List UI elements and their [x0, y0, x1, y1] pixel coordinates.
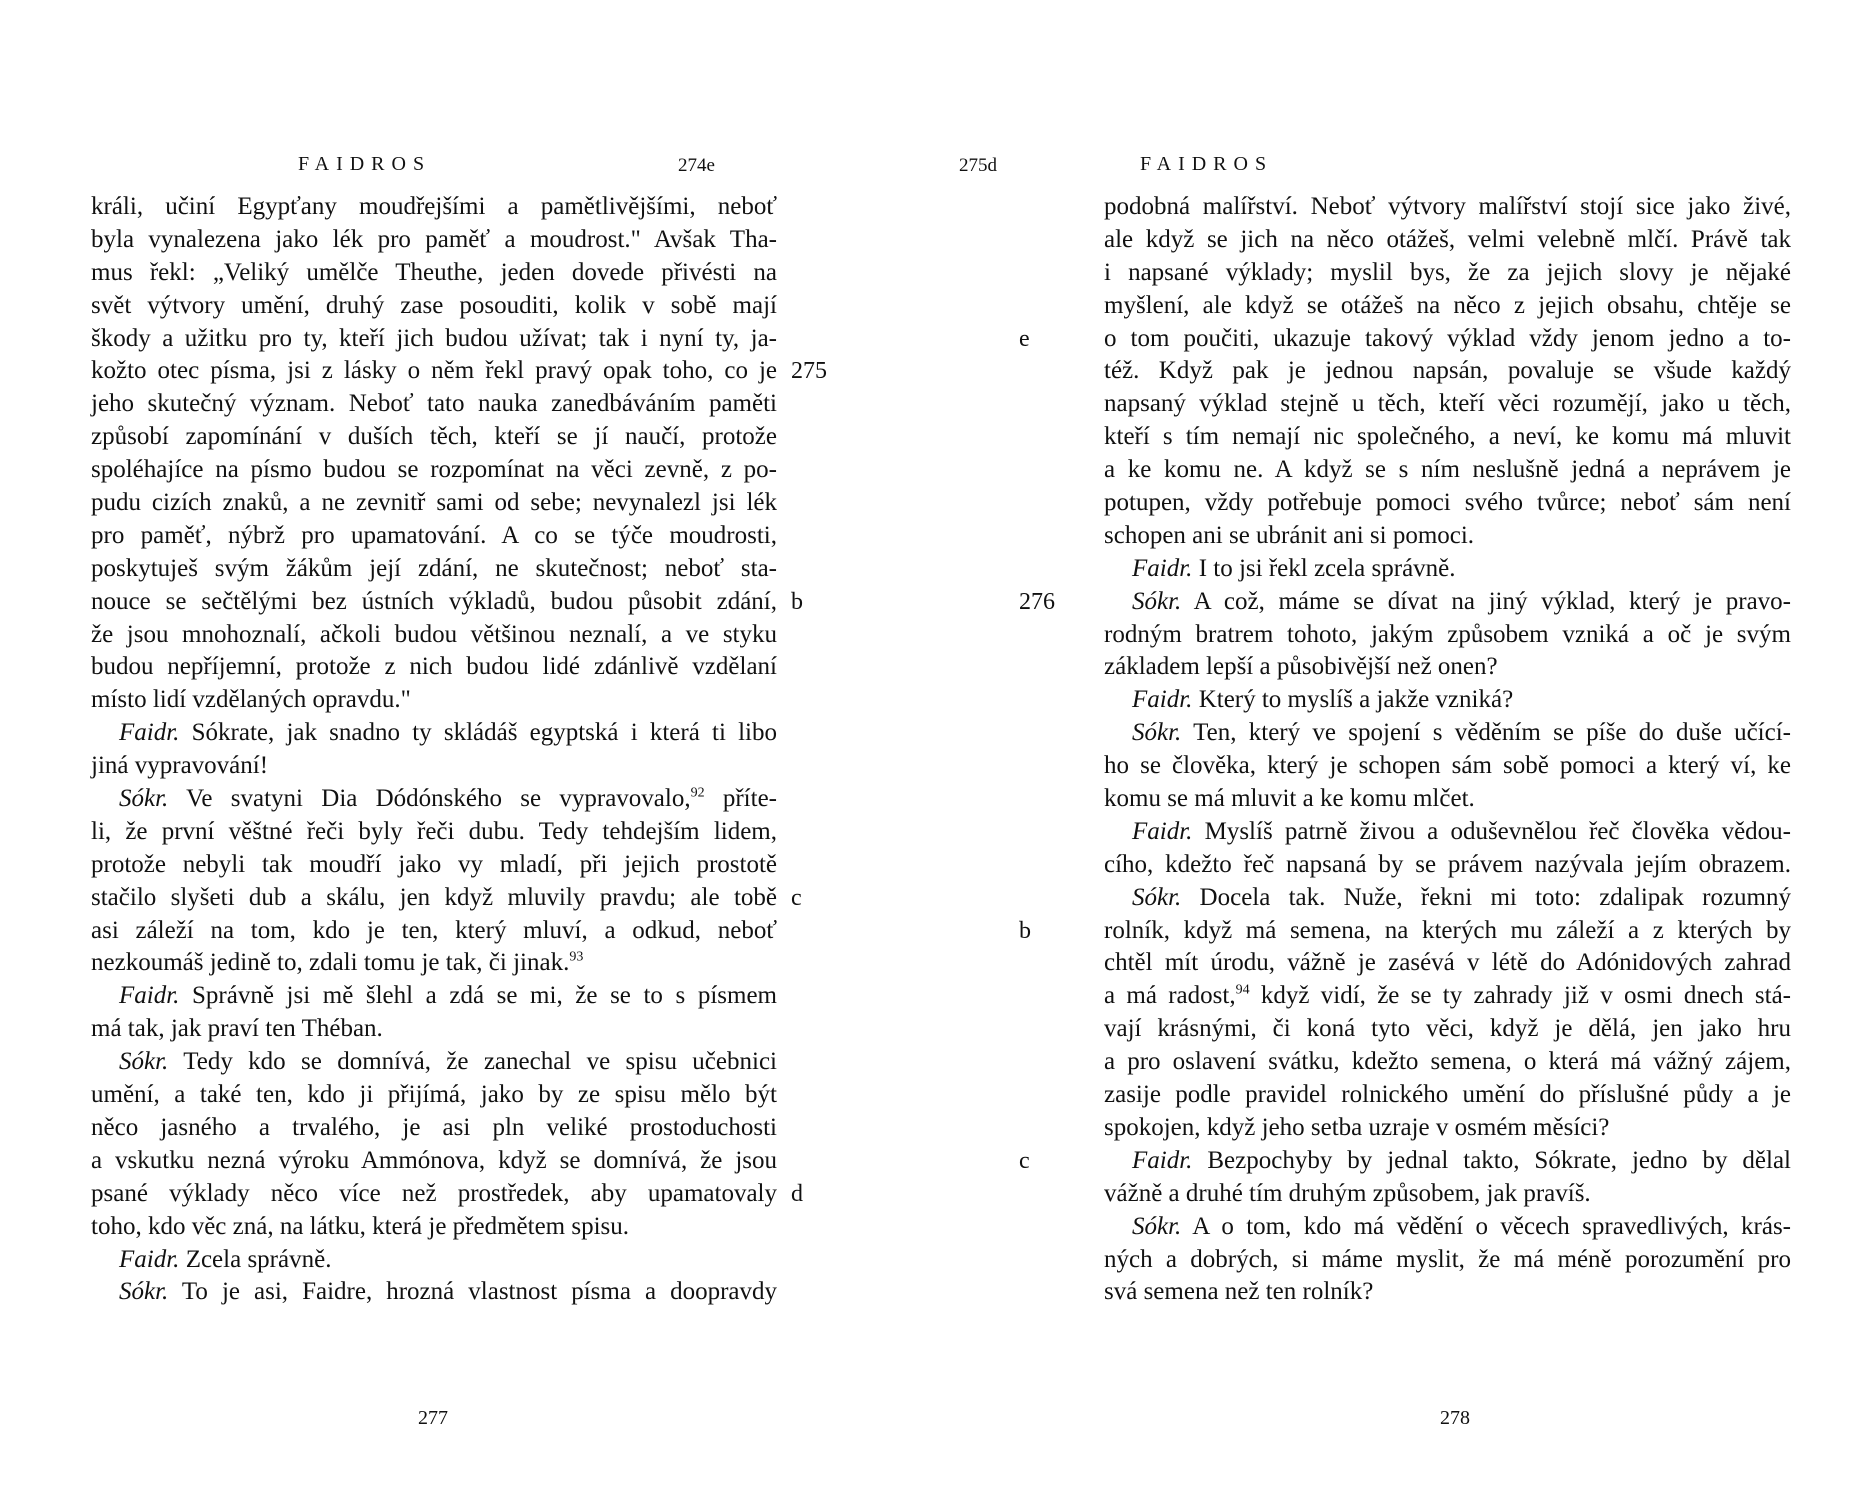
line-text: o tom poučiti, ukazuje takový výklad vždy jenom jedno a to- [1104, 324, 1791, 352]
line-text: i napsané výklady; myslil bys, že za jejich slovy je nějaké [1104, 258, 1791, 286]
text-line [91, 355, 827, 388]
line-text: A o tom, kdo má vědění o věcech spravedlivých, krás- [1181, 1212, 1791, 1240]
line-text: Tedy kdo se domnívá, že zanechal ve spisu učebnici [168, 1048, 777, 1076]
text-line [91, 1112, 777, 1145]
text-line [91, 520, 777, 553]
text-line [1104, 290, 1791, 323]
line-text: Docela tak. Nuže, řekni mi toto: zdalipak rozumný [1181, 883, 1791, 911]
line-text: zasije podle pravidel rolnického umění do příslušné půdy a je [1104, 1081, 1791, 1109]
text-line [1104, 816, 1791, 849]
text-line [91, 1013, 777, 1046]
text-line [1104, 717, 1791, 750]
line-text: spoléhajíce na písmo budou se rozpomínat na věci zevně, z po- [91, 456, 777, 484]
text-line [91, 882, 802, 915]
line-text: a ke komu ne. A když se s ním neslušně jedná a neprávem je [1104, 456, 1791, 484]
text-line [91, 651, 777, 684]
line-text: Který to myslíš a jakže vzniká? [1192, 686, 1514, 714]
text-line [1104, 1046, 1791, 1079]
text-line [91, 684, 777, 717]
line-text: mus řekl: „Veliký umělče Theuthe, jeden dovede přivésti na [91, 258, 777, 286]
text-block [1019, 191, 1792, 1309]
line-text: vají krásnými, či koná tyto věci, když je dělá, jen jako hru [1104, 1015, 1791, 1043]
stephanus-margin-mark: d [791, 1180, 803, 1207]
text-line [91, 816, 777, 849]
text-line [1104, 684, 1791, 717]
text-line [1104, 388, 1791, 421]
line-text: budou nepříjemní, protože z nich budou lidé zdánlivě vzdělaní [91, 653, 777, 681]
text-line [91, 553, 777, 586]
line-text: To je asi, Faidre, hrozná vlastnost písma a doopravdy [168, 1278, 777, 1306]
text-line [1104, 1244, 1791, 1277]
line-text: též. Když pak je jednou napsán, povaluje se všude každý [1104, 357, 1791, 385]
text-line [1104, 224, 1791, 257]
line-text: napsaný výklad stejně u těch, kteří věci rozumějí, jako u těch, [1104, 390, 1791, 418]
line-text: I to jsi řekl zcela správně. [1192, 554, 1456, 582]
line-text: kožto otec písma, jsi z lásky o něm řekl pravý opak toho, co je [91, 357, 777, 385]
line-text: asi záleží na tom, kdo je ten, který mluví, a odkud, neboť [91, 916, 777, 944]
line-text: spokojen, když jeho setba uzraje v osmém měsíci? [1104, 1113, 1610, 1141]
speaker-label: Sókr. [1132, 719, 1182, 747]
footnote-ref: 94 [1235, 983, 1250, 999]
line-text: že jsou mnohoznalí, ačkoli budou většinou neznalí, a ve styku [91, 620, 777, 648]
stephanus-margin-mark: b [791, 588, 803, 615]
line-text: Zcela správně. [179, 1245, 332, 1273]
text-line [91, 224, 777, 257]
stephanus-number: 274e [678, 155, 715, 176]
line-text: komu se má mluvit a ke komu mlčet. [1104, 785, 1475, 813]
text-line [91, 191, 777, 224]
text-line [91, 783, 777, 816]
text-line [1104, 1013, 1791, 1046]
text-line [91, 1145, 777, 1178]
line-text: jiná vypravování! [91, 752, 269, 780]
text-line [91, 915, 777, 948]
text-line [91, 849, 777, 882]
line-text: a vskutku nezná výroku Ammónova, když se domnívá, že jsou [91, 1146, 777, 1174]
line-text: toho, kdo věc zná, na látku, která je předmětem spisu. [91, 1212, 630, 1240]
text-line [1104, 1079, 1791, 1112]
line-text: Správně jsi mě šlehl a zdá se mi, že se to s písmem [179, 982, 777, 1010]
line-text: chtěl mít úrodu, vážně je zasévá v létě do Adónidových zahrad [1104, 949, 1791, 977]
line-text: Myslíš patrně živou a oduševnělou řeč člověka vědou- [1192, 817, 1791, 845]
line-text: cího, kdežto řeč napsaná by se právem nazývala jejím obrazem. [1104, 850, 1791, 878]
stephanus-number: 275d [959, 155, 997, 176]
line-text: vážně a druhé tím druhým způsobem, jak pravíš. [1104, 1179, 1591, 1207]
line-text: potupen, vždy potřebuje pomoci svého tvůrce; neboť sám není [1104, 489, 1791, 517]
line-text: rodným bratrem tohoto, jakým způsobem vzniká a oč je svým [1104, 620, 1791, 648]
text-line [91, 1046, 777, 1079]
line-text: Bezpochyby by jednal takto, Sókrate, jedno by dělal [1192, 1146, 1791, 1174]
stephanus-margin-mark: e [1019, 325, 1030, 352]
text-line [91, 947, 777, 980]
line-text: podobná malířství. Neboť výtvory malířství stojí sice jako živé, [1104, 193, 1791, 220]
text-line [91, 388, 777, 421]
text-line [91, 323, 777, 356]
line-text: myšlení, ale když se otážeš na něco z jejich obsahu, chtěje se [1104, 291, 1791, 319]
line-text: byla vynalezena jako lék pro paměť a moudrost." Avšak Tha- [91, 225, 777, 253]
text-line [91, 1079, 777, 1112]
text-line [91, 421, 777, 454]
text-line [1104, 849, 1791, 882]
line-text: pro paměť, nýbrž pro upamatování. A co se týče moudrosti, [91, 521, 777, 549]
line-text: protože nebyli tak moudří jako vy mladí, při jejich prostotě [91, 850, 777, 878]
line-text: má tak, jak praví ten Théban. [91, 1015, 383, 1043]
stephanus-margin-mark: 275 [791, 358, 827, 385]
text-line [1104, 750, 1791, 783]
text-line [1104, 651, 1791, 684]
line-text: příte- [704, 785, 777, 813]
text-line [1104, 355, 1791, 388]
line-text: ale když se jich na něco otážeš, velmi velebně mlčí. Právě tak [1104, 225, 1791, 253]
speaker-label: Faidr. [119, 719, 180, 747]
speaker-label: Sókr. [119, 1278, 169, 1306]
speaker-label: Sókr. [1132, 883, 1182, 911]
text-line [1104, 520, 1791, 553]
text-line [1104, 487, 1791, 520]
text-line [1019, 915, 1791, 948]
line-text: ho se člověka, který je schopen sám sobě pomoci a který ví, ke [1104, 752, 1791, 780]
text-line [1104, 980, 1791, 1013]
right-page [931, 0, 1862, 1501]
stephanus-margin-mark: c [791, 884, 802, 911]
line-text: poskytuješ svým žákům její zdání, ne skutečnost; neboť sta- [91, 554, 777, 582]
text-line [1104, 1112, 1791, 1145]
speaker-label: Faidr. [119, 982, 180, 1010]
text-line [91, 619, 777, 652]
text-line [91, 290, 777, 323]
page-number: 278 [1440, 1407, 1470, 1429]
text-line [1104, 947, 1791, 980]
text-line [91, 487, 777, 520]
text-line [1104, 1276, 1791, 1309]
line-text: základem lepší a působivější než onen? [1104, 653, 1498, 681]
text-block [91, 191, 827, 1309]
line-text: li, že první věštné řeči byly řeči dubu. Tedy tehdejším lidem, [91, 817, 777, 845]
stephanus-margin-mark: 276 [1019, 588, 1055, 615]
page-number: 277 [418, 1407, 448, 1429]
text-line [1104, 1211, 1791, 1244]
line-text: rolník, když má semena, na kterých mu záleží a z kterých by [1104, 916, 1791, 944]
text-line [1019, 586, 1791, 619]
text-line [1104, 783, 1791, 816]
text-line [1019, 323, 1791, 356]
text-line [91, 717, 777, 750]
text-line [91, 980, 777, 1013]
line-text: a pro oslavení svátku, kdežto semena, o která má vážný zájem, [1104, 1048, 1791, 1076]
line-text: svět výtvory umění, druhý zase posouditi, kolik v sobě mají [91, 291, 777, 319]
speaker-label: Sókr. [1132, 587, 1182, 615]
text-line [1104, 257, 1791, 290]
text-line [1019, 1145, 1791, 1178]
stephanus-margin-mark: b [1019, 917, 1031, 944]
line-text: stačilo slyšeti dub a skálu, jen když mluvily pravdu; ale tobě [91, 883, 777, 911]
line-text: nouce se sečtělými bez ústních výkladů, budou působit zdání, [91, 587, 777, 615]
line-text: psané výklady něco více než prostředek, aby upamatovaly [91, 1179, 777, 1207]
text-line [91, 586, 803, 619]
speaker-label: Faidr. [1132, 554, 1193, 582]
footnote-ref: 93 [569, 950, 584, 966]
line-text: pudu cizích znaků, a ne zevnitř sami od sebe; nevynalezl jsi lék [91, 489, 777, 517]
line-text: Ve svatyni Dia Dódónského se vypravovalo, [168, 785, 691, 813]
text-line [1104, 191, 1791, 224]
line-text: způsobí zapomínání v duších těch, kteří se jí naučí, protože [91, 423, 777, 451]
text-line [1104, 882, 1791, 915]
speaker-label: Faidr. [119, 1245, 180, 1273]
text-line [1104, 619, 1791, 652]
speaker-label: Sókr. [1132, 1212, 1182, 1240]
line-text: něco jasného a trvalého, je asi pln veliké prostoduchosti [91, 1113, 777, 1141]
running-title: FAIDROS [298, 153, 432, 175]
speaker-label: Faidr. [1132, 817, 1193, 845]
line-text: A což, máme se dívat na jiný výklad, který je pravo- [1181, 587, 1791, 615]
text-line [91, 454, 777, 487]
stephanus-margin-mark: c [1019, 1147, 1030, 1174]
speaker-label: Faidr. [1132, 1146, 1193, 1174]
speaker-label: Sókr. [119, 1048, 169, 1076]
text-line [91, 1276, 777, 1309]
line-text: králi, učiní Egypťany moudřejšími a pamětlivějšími, neboť [91, 193, 777, 220]
line-text: umění, a také ten, kdo ji přijímá, jako by ze spisu mělo být [91, 1081, 777, 1109]
line-text: Sókrate, jak snadno ty skládáš egyptská i která ti libo [179, 719, 777, 747]
text-line [91, 750, 777, 783]
text-line [1104, 553, 1791, 586]
speaker-label: Faidr. [1132, 686, 1193, 714]
text-line [91, 1178, 803, 1211]
speaker-label: Sókr. [119, 785, 169, 813]
text-line [1104, 421, 1791, 454]
line-text: nezkoumáš jedině to, zdali tomu je tak, či jinak. [91, 949, 570, 977]
running-title: FAIDROS [1140, 153, 1274, 175]
line-text: když vidí, že se ty zahrady již v osmi dnech stá- [1249, 982, 1792, 1010]
line-text: jeho skutečný význam. Neboť tato nauka zanedbáváním paměti [91, 390, 777, 418]
text-line [1104, 454, 1791, 487]
line-text: ných a dobrých, si máme myslit, že má méně porozumění pro [1104, 1245, 1791, 1273]
line-text: Ten, který ve spojení s věděním se píše do duše učící- [1181, 719, 1791, 747]
text-line [91, 257, 777, 290]
footnote-ref: 92 [690, 785, 705, 801]
line-text: místo lidí vzdělaných opravdu." [91, 686, 411, 714]
text-line [91, 1244, 777, 1277]
text-line [91, 1211, 777, 1244]
line-text: svá semena než ten rolník? [1104, 1278, 1374, 1306]
text-line [1104, 1178, 1791, 1211]
line-text: a má radost, [1104, 982, 1236, 1010]
line-text: kteří s tím nemají nic společného, a neví, ke komu má mluvit [1104, 423, 1791, 451]
line-text: škody a užitku pro ty, kteří jich budou užívat; tak i nyní ty, ja- [91, 324, 777, 352]
line-text: schopen ani se ubránit ani si pomoci. [1104, 521, 1475, 549]
